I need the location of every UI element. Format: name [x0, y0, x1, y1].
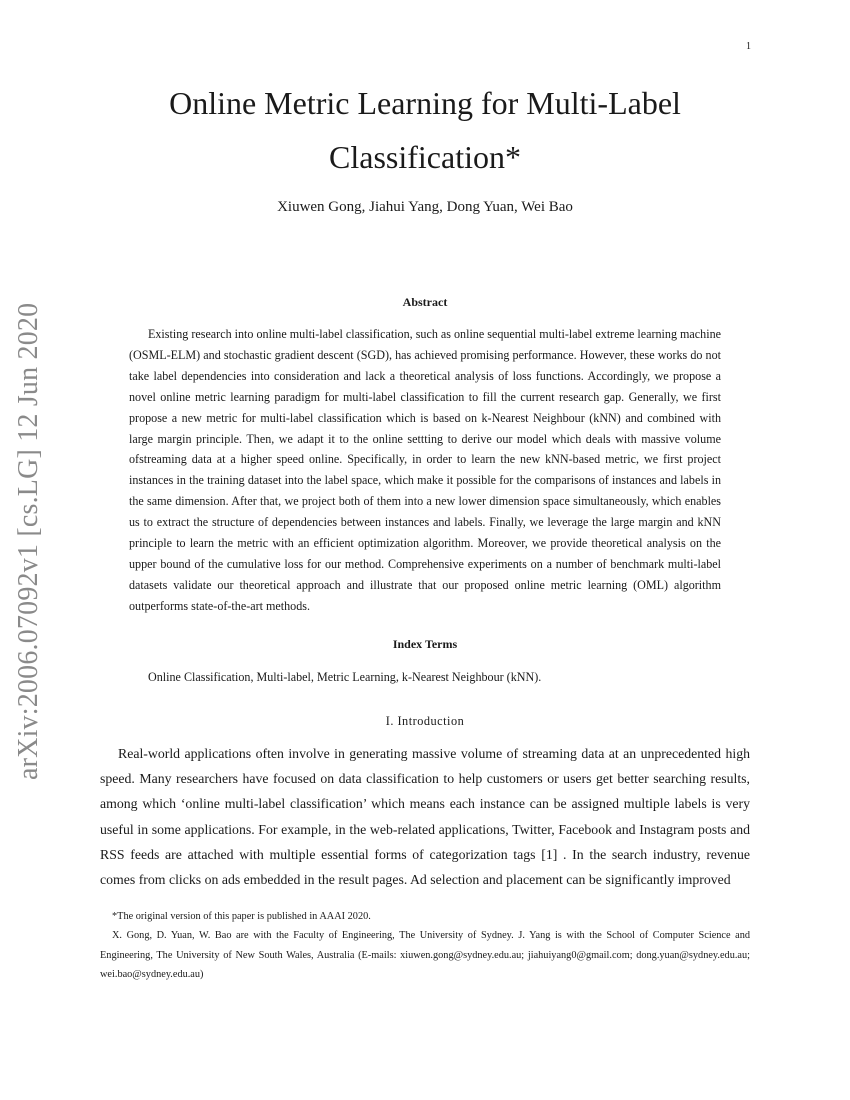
paper-authors: Xiuwen Gong, Jiahui Yang, Dong Yuan, Wei Bao — [277, 199, 573, 215]
footnotes — [100, 907, 750, 985]
page-number: 1 — [746, 41, 751, 52]
introduction-text: Real-world applications often involve in generating massive volume of streaming data at an unprecedented high speed. Many researchers have focused on data classification to help customers or users get better searching results, among which ‘online multi-label classification’ which means each instance can be assigned multiple labels is very useful in some applications. For example, in the web-related applications, Twitter, Facebook and Instagram posts and RSS feeds are attached with multiple essential forms of categorization tags [1] . In the search industry, revenue comes from clicks on ads embedded in the result pages. Ad selection and placement can be significantly improved — [100, 746, 750, 888]
footnote-publication: *The original version of this paper is published in AAAI 2020. — [112, 911, 371, 922]
paper-title: Online Metric Learning for Multi-Label Classification* — [169, 85, 681, 175]
arxiv-identifier-stamp: arXiv:2006.07092v1 [cs.LG] 12 Jun 2020 — [13, 302, 44, 780]
index-terms-text: Online Classification, Multi-label, Metric Learning, k-Nearest Neighbour (kNN). — [148, 670, 542, 684]
introduction-heading: I. Introduction — [385, 714, 465, 728]
abstract-heading: Abstract — [402, 295, 448, 309]
footnote-affiliations: X. Gong, D. Yuan, W. Bao are with the Faculty of Engineering, The University of Sydney. J. Yang is with the School of Computer Science and Engineering, The University of New South Wales, Australia (E-mails: xiuwen.gong@sydney.edu.au; jiahuiyang0@gmail.com; dong.yuan@sydney.edu.au; wei.bao@sydney.edu.au) — [100, 930, 750, 981]
abstract-text: Existing research into online multi-label classification, such as online sequential multi-label extreme learning machine (OSML-ELM) and stochastic gradient descent (SGD), has achieved promising performance. However, these works do not take label dependencies into consideration and lack a theoretical analysis of loss functions. Accordingly, we propose a novel online metric learning paradigm for multi-label classification to fill the current research gap. Generally, we first propose a new metric for multi-label classification which is based on k-Nearest Neighbour (kNN) and combined with large margin principle. Then, we adapt it to the online settting to derive our model which deals with massive volume ofstreaming data at a higher speed online. Specifically, in order to learn the new kNN-based metric, we first project instances in the training dataset into the label space, which make it possible for the comparisons of instances and labels in the same dimension. After that, we project both of them into a new lower dimension space simultaneously, which enables us to extract the structure of dependencies between instances and labels. Finally, we leverage the large margin and kNN principle to learn the metric with an efficient optimization algorithm. Moreover, we provide theoretical analysis on the upper bound of the cumulative loss for our method. Comprehensive experiments on a number of benchmark multi-label datasets validate our theoretical approach and illustrate that our proposed online metric learning (OML) algorithm outperforms state-of-the-art methods. — [129, 327, 721, 613]
index-terms-heading: Index Terms — [392, 637, 458, 651]
